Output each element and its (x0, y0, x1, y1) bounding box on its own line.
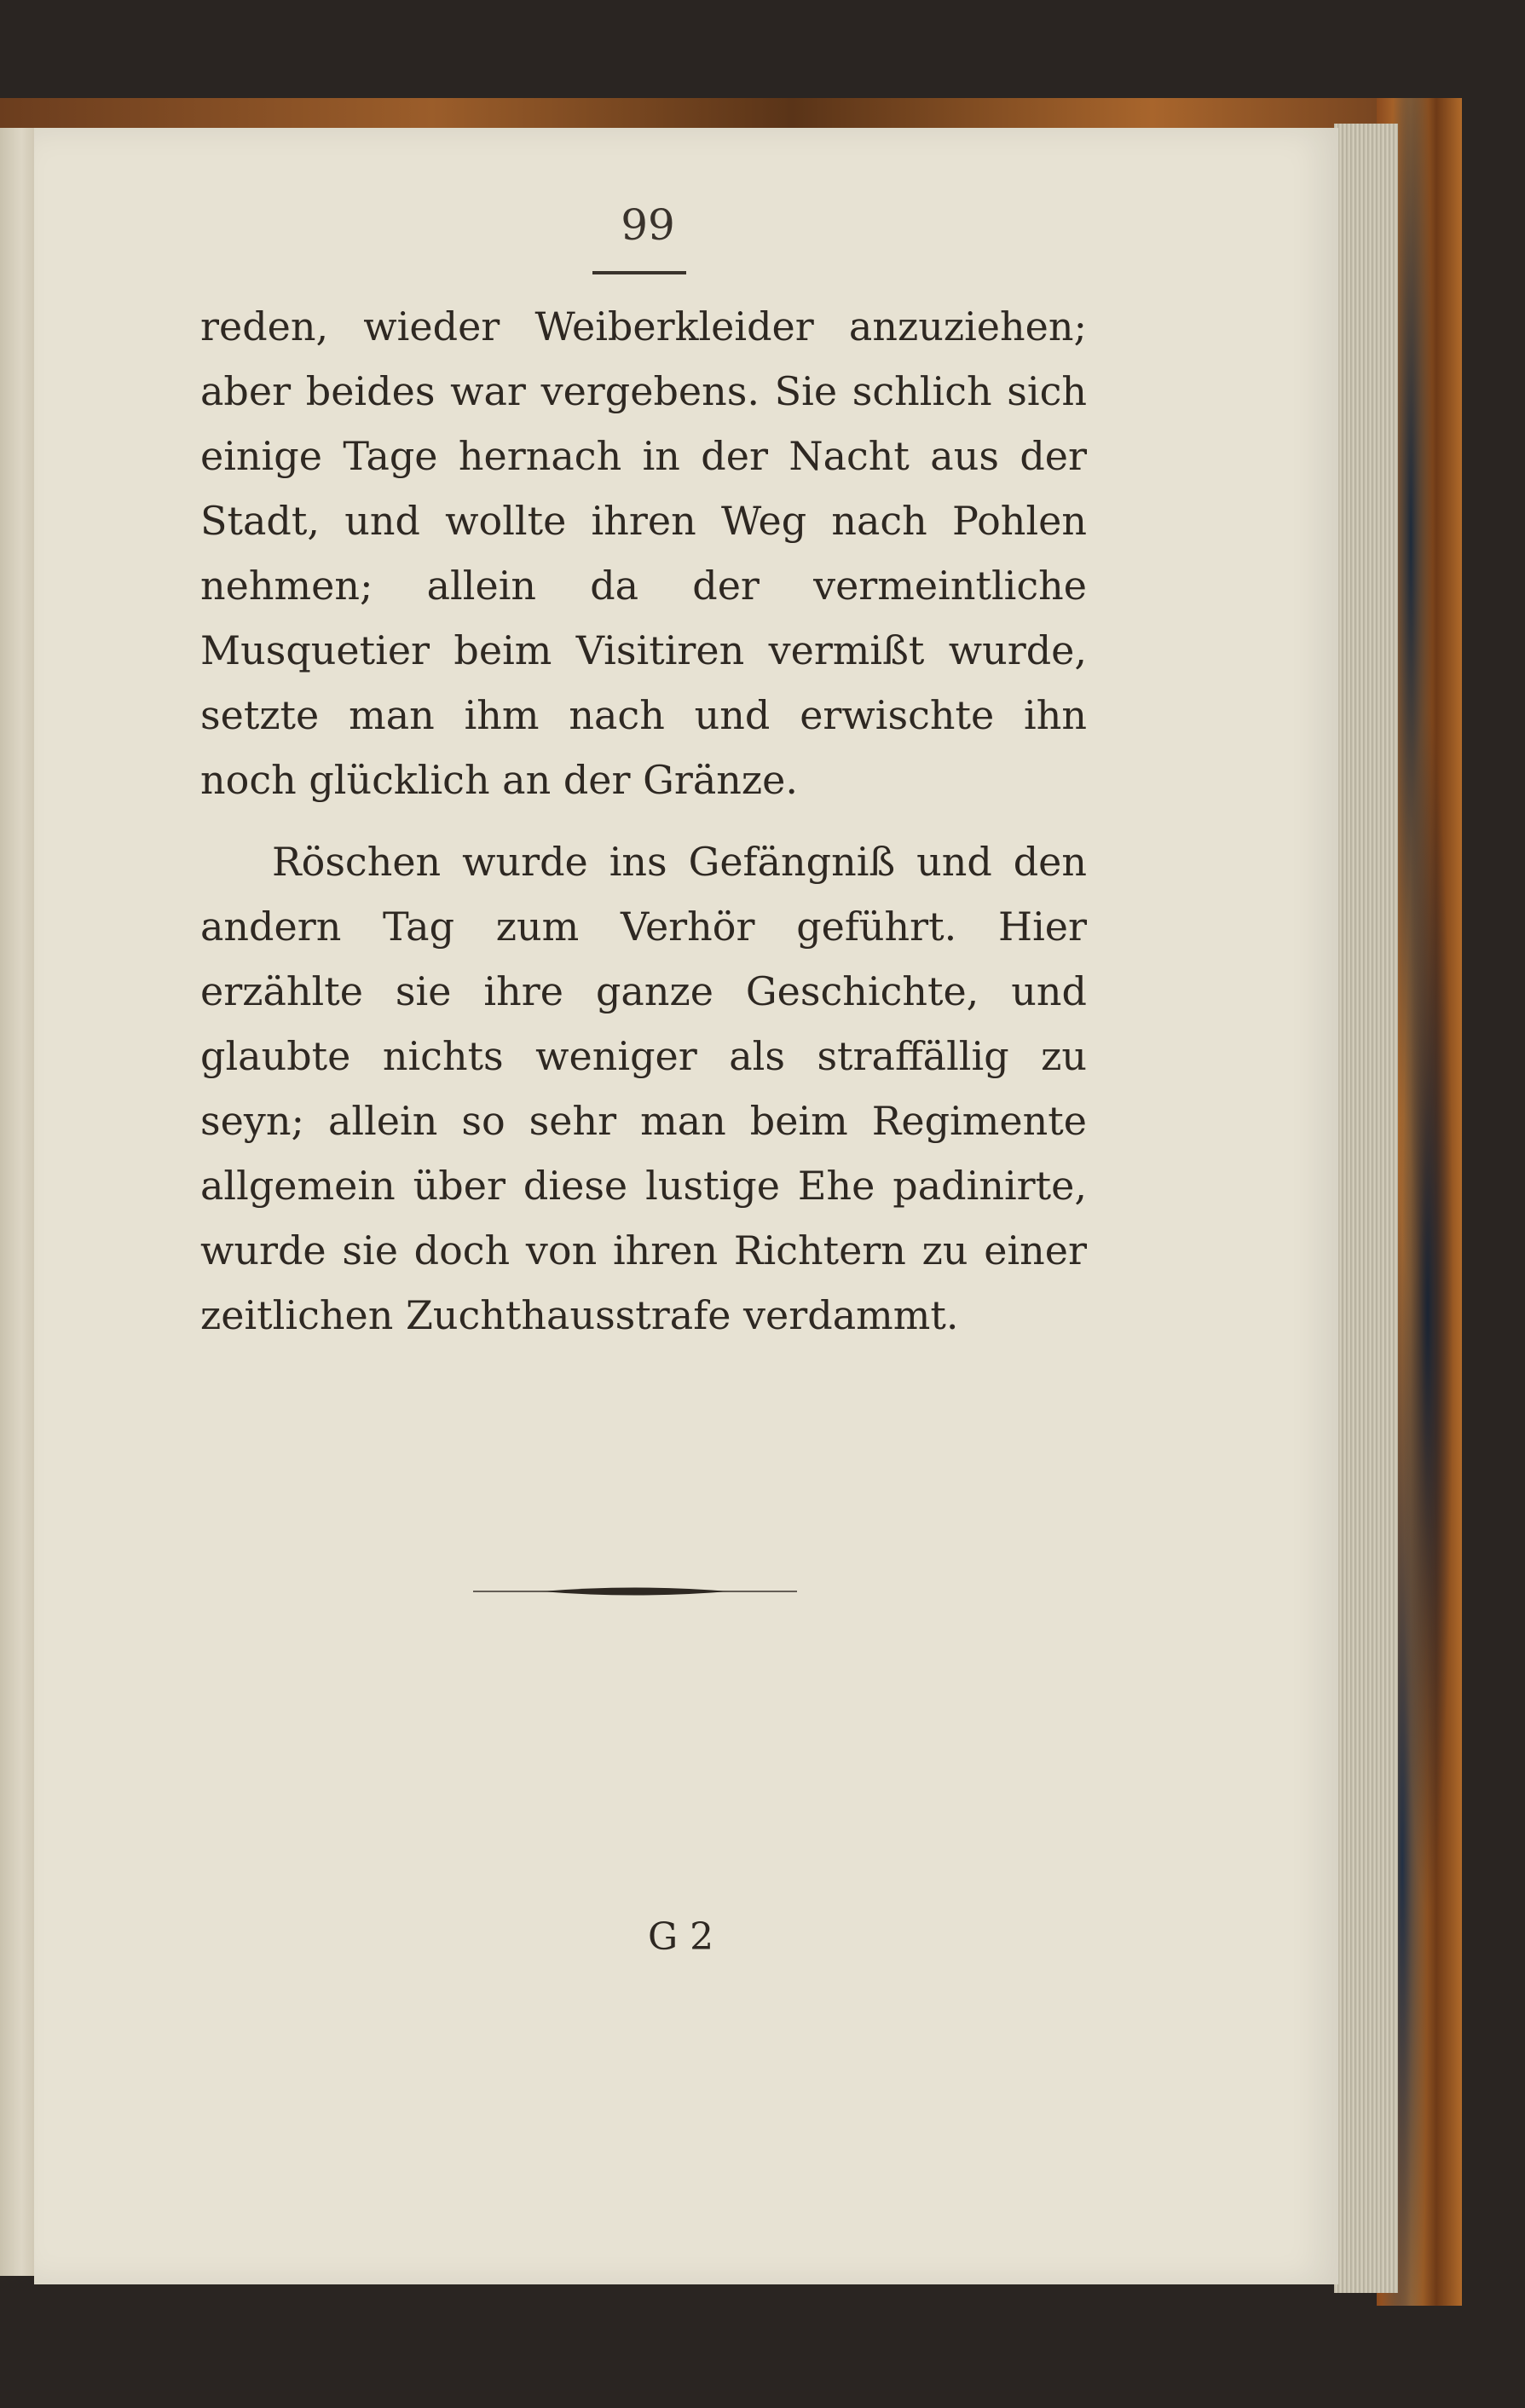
signature-mark: G 2 (648, 1915, 714, 1959)
paragraph-2: Röschen wurde ins Gefängniß und den andern Tag zum Verhör geführt. Hier erzählte sie ihre ganze Geschichte, und glaubte nichts weniger als straffällig zu seyn; allein so sehr man beim Regimente allgemein über diese lustige Ehe padinirte, wurde sie doch von ihren Richtern zu einer zeitlichen Zuchthausstrafe verdammt. (200, 839, 1087, 1338)
page-stack-edges (1334, 124, 1398, 2293)
show-through-ghost-text (801, 1355, 1108, 1764)
page-number: 99 (621, 200, 675, 250)
facing-page-edge (0, 128, 36, 2276)
end-ornament-rule (473, 1583, 797, 1600)
body-text (200, 294, 1087, 1348)
header-rule (592, 271, 686, 274)
paragraph-1: reden, wieder Weiberkleider anzuziehen; aber beides war vergebens. Sie schlich sich einige Tage hernach in der Nacht aus der Stadt, und wollte ihren Weg nach Pohlen nehmen; allein da der vermeintliche Musquetier beim Visitiren vermißt wurde, setzte man ihm nach und erwischte ihn noch glücklich an der Gränze. (200, 303, 1087, 803)
